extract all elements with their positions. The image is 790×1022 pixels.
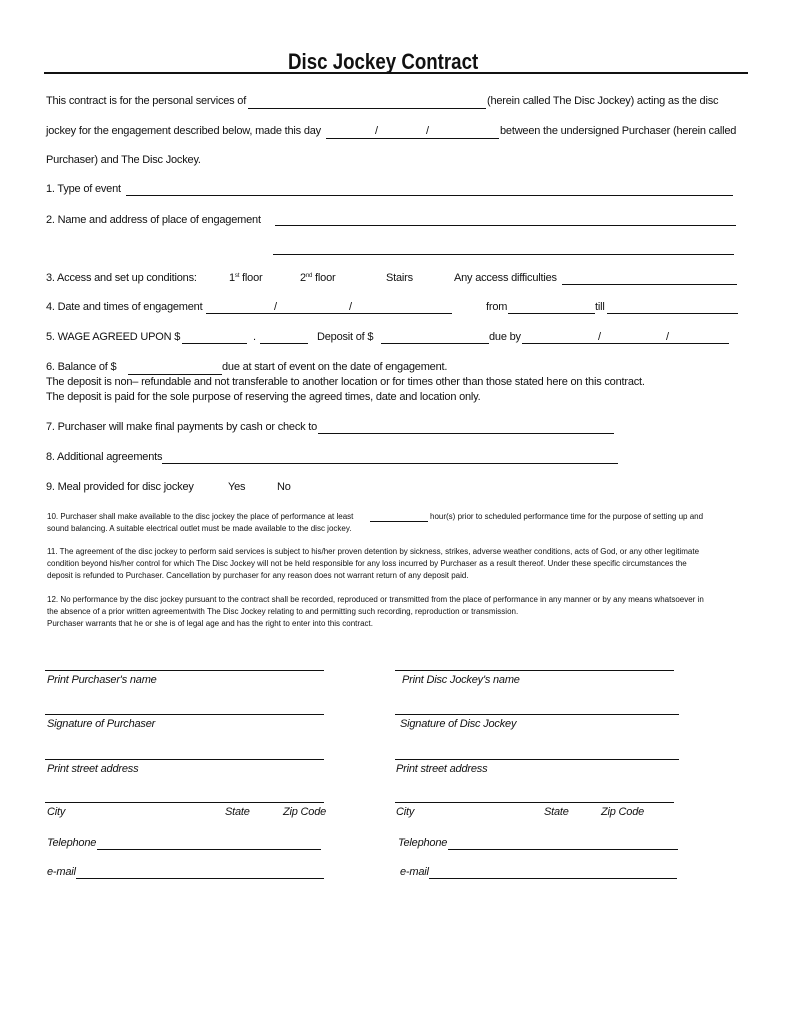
intro-text-1a: This contract is for the personal services of bbox=[46, 95, 247, 107]
title-rule bbox=[44, 72, 748, 74]
item-8-label: 8. Additional agreements bbox=[46, 451, 163, 463]
deposit-label: Deposit of $ bbox=[317, 331, 374, 343]
dj-name-field[interactable] bbox=[248, 108, 486, 123]
item-12-text-b: the absence of a prior written agreementwith The Disc Jockey relating to and permitting such recording, reproduction or transmission. bbox=[47, 607, 519, 616]
item-10-text-b: hour(s) prior to scheduled performance time for the purpose of setting up and bbox=[430, 512, 704, 521]
dj-state-label: State bbox=[544, 806, 569, 818]
wage-dollars-field[interactable] bbox=[182, 343, 247, 358]
purchaser-name-label: Print Purchaser's name bbox=[47, 674, 157, 686]
dj-city-label: City bbox=[396, 806, 415, 818]
engagement-date-field[interactable] bbox=[206, 313, 452, 328]
dj-name-label: Print Disc Jockey's name bbox=[402, 674, 520, 686]
page-title: Disc Jockey Contract bbox=[288, 49, 479, 74]
first-floor-option[interactable] bbox=[229, 272, 262, 284]
wage-decimal: . bbox=[253, 331, 256, 343]
item-12-text-c: Purchaser warrants that he or she is of legal age and has the right to enter into this contract. bbox=[47, 619, 373, 628]
till-label: till bbox=[595, 301, 605, 313]
additional-agreements-field[interactable] bbox=[162, 463, 618, 478]
item-6-label: 6. Balance of $ bbox=[46, 361, 117, 373]
item-2-label: 2. Name and address of place of engagement bbox=[46, 214, 261, 226]
venue-field-2[interactable] bbox=[273, 254, 734, 269]
intro-text-2b: between the undersigned Purchaser (herein called bbox=[500, 125, 737, 137]
intro-text-2a: jockey for the engagement described below, made this day bbox=[46, 125, 321, 137]
purchaser-telephone-label: Telephone bbox=[47, 837, 97, 849]
date-slash: / bbox=[666, 331, 669, 343]
till-time-field[interactable] bbox=[607, 313, 738, 328]
access-difficulties-label: Any access difficulties bbox=[454, 272, 557, 284]
item-4-label: 4. Date and times of engagement bbox=[46, 301, 203, 313]
purchaser-city-label: City bbox=[47, 806, 66, 818]
second-floor-num: 2 bbox=[300, 272, 306, 284]
dj-email-label: e-mail bbox=[400, 866, 429, 878]
purchaser-telephone-field[interactable] bbox=[97, 849, 321, 864]
dj-email-field[interactable] bbox=[429, 878, 677, 893]
second-floor-option[interactable] bbox=[300, 272, 335, 284]
purchaser-signature-label: Signature of Purchaser bbox=[47, 718, 156, 730]
first-floor-sup: st bbox=[234, 273, 240, 279]
deposit-amount-field[interactable] bbox=[381, 343, 489, 358]
item-12-text-a: 12. No performance by the disc jockey pursuant to the contract shall be recorded, reproduced or transmitted from the place of performance in any manner or by any means whatsoever in bbox=[47, 595, 704, 604]
dj-address-label: Print street address bbox=[396, 763, 488, 775]
item-10-text-c: sound balancing. A suitable electrical outlet must be made available to the disc jockey. bbox=[47, 524, 352, 533]
event-type-field[interactable] bbox=[126, 195, 733, 210]
meal-no-option[interactable]: No bbox=[277, 481, 291, 493]
date-slash: / bbox=[274, 301, 277, 313]
dj-zip-label: Zip Code bbox=[601, 806, 645, 818]
from-label: from bbox=[486, 301, 508, 313]
purchaser-state-label: State bbox=[225, 806, 250, 818]
item-7-label: 7. Purchaser will make final payments by cash or check to bbox=[46, 421, 318, 433]
item-3-label: 3. Access and set up conditions: bbox=[46, 272, 197, 284]
item-1-label: 1. Type of event bbox=[46, 183, 121, 195]
due-by-label: due by bbox=[489, 331, 521, 343]
intro-text-1b: (herein called The Disc Jockey) acting as the disc bbox=[487, 95, 719, 107]
purchaser-email-label: e-mail bbox=[47, 866, 76, 878]
date-slash: / bbox=[598, 331, 601, 343]
deposit-due-date-field[interactable] bbox=[522, 343, 729, 358]
item-11-text-b: condition beyond his/her control for which The Disc Jockey will not be held responsible for any loss incurred by Purchaser as a result thereof. Under these specific circumstances the bbox=[47, 559, 687, 568]
purchaser-address-label: Print street address bbox=[47, 763, 139, 775]
access-difficulties-field[interactable] bbox=[562, 284, 737, 299]
date-slash: / bbox=[375, 125, 378, 137]
item-10-text-a: 10. Purchaser shall make available to the disc jockey the place of performance at least bbox=[47, 512, 354, 521]
item-6-text: due at start of event on the date of engagement. bbox=[222, 361, 448, 373]
wage-cents-field[interactable] bbox=[260, 343, 308, 358]
date-slash: / bbox=[349, 301, 352, 313]
stairs-option[interactable]: Stairs bbox=[386, 272, 413, 284]
first-floor-text: floor bbox=[239, 272, 263, 284]
item-9-label: 9. Meal provided for disc jockey bbox=[46, 481, 194, 493]
purchaser-zip-label: Zip Code bbox=[283, 806, 327, 818]
second-floor-text: floor bbox=[312, 272, 336, 284]
item-11-text-a: 11. The agreement of the disc jockey to perform said services is subject to his/her proven detention by sickness, strikes, adverse weather conditions, acts of God, or any other legitimate bbox=[47, 547, 700, 556]
first-floor-num: 1 bbox=[229, 272, 235, 284]
purchaser-email-field[interactable] bbox=[76, 878, 324, 893]
payee-field[interactable] bbox=[318, 433, 614, 448]
dj-telephone-field[interactable] bbox=[448, 849, 678, 864]
dj-telephone-label: Telephone bbox=[398, 837, 448, 849]
dj-signature-label: Signature of Disc Jockey bbox=[400, 718, 517, 730]
item-5-label: 5. WAGE AGREED UPON $ bbox=[46, 331, 181, 343]
contract-date-field[interactable] bbox=[326, 138, 499, 153]
venue-field-1[interactable] bbox=[275, 225, 736, 240]
date-slash: / bbox=[426, 125, 429, 137]
deposit-nonrefundable-text: The deposit is non– refundable and not transferable to another location or for times other than those stated here on this contract. bbox=[46, 376, 645, 388]
setup-hours-field[interactable] bbox=[370, 521, 428, 536]
from-time-field[interactable] bbox=[508, 313, 595, 328]
item-11-text-c: deposit is refunded to Purchaser. Cancellation by purchaser for any reason does not warrant return of any deposit paid. bbox=[47, 571, 469, 580]
meal-yes-option[interactable]: Yes bbox=[228, 481, 246, 493]
second-floor-sup: nd bbox=[305, 273, 313, 279]
deposit-purpose-text: The deposit is paid for the sole purpose of reserving the agreed times, date and location only. bbox=[46, 391, 481, 403]
intro-text-3: Purchaser) and The Disc Jockey. bbox=[46, 154, 201, 166]
